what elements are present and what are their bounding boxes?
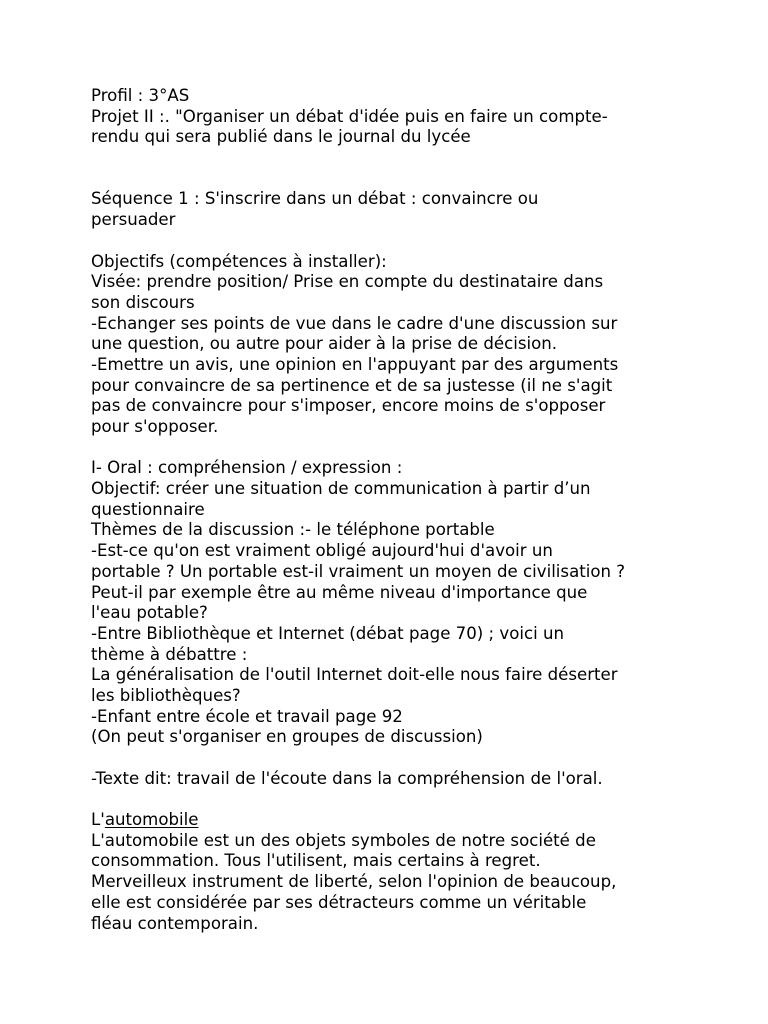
- objectives-line: une question, ou autre pour aider à la prise de décision.: [91, 334, 558, 354]
- sequence-title: Séquence 1 : S'inscrire dans un débat : convaincre ou: [91, 189, 539, 209]
- header-block: [91, 86, 755, 148]
- oral-line: Objectif: créer une situation de communication à partir d’un: [91, 479, 591, 499]
- objectives-line: pas de convaincre pour s'imposer, encore moins de s'opposer: [91, 396, 606, 416]
- objectives-line: Visée: prendre position/ Prise en compte du destinataire dans: [91, 272, 604, 292]
- objectives-heading: Objectifs (compétences à installer):: [91, 251, 387, 271]
- objectives-line: -Echanger ses points de vue dans le cadre d'une discussion sur: [91, 313, 618, 333]
- oral-heading: I- Oral : compréhension / expression :: [91, 458, 403, 478]
- oral-line: -Est-ce qu'on est vraiment obligé aujourd'hui d'avoir un: [91, 541, 553, 561]
- document-page: [91, 86, 755, 934]
- spacer: [91, 789, 755, 810]
- oral-line: les bibliothèques?: [91, 685, 241, 705]
- oral-line: (On peut s'organiser en groupes de discussion): [91, 727, 483, 747]
- automobile-block: [91, 810, 755, 934]
- objectives-line: pour s'opposer.: [91, 417, 219, 437]
- oral-line: -Entre Bibliothèque et Internet (débat page 70) ; voici un: [91, 623, 565, 643]
- spacer: [91, 148, 755, 189]
- automobile-title: [91, 810, 755, 831]
- spacer: [91, 231, 755, 252]
- projet-line-cont: rendu qui sera publié dans le journal du lycée: [91, 127, 471, 147]
- oral-line: thème à débattre :: [91, 644, 248, 664]
- automobile-line: elle est considérée par ses détracteurs comme un véritable: [91, 892, 587, 912]
- projet-line: Projet II :. "Organiser un débat d'idée puis en faire un compte-: [91, 106, 608, 126]
- automobile-line: consommation. Tous l'utilisent, mais certains à regret.: [91, 851, 541, 871]
- sequence-block: [91, 189, 755, 230]
- automobile-title-prefix: L': [91, 810, 105, 830]
- oral-line: Peut-il par exemple être au même niveau d'importance que: [91, 582, 588, 602]
- objectives-line: pour convaincre de sa pertinence et de sa justesse (il ne s'agit: [91, 375, 613, 395]
- oral-line: -Enfant entre école et travail page 92: [91, 706, 403, 726]
- oral-line: portable ? Un portable est-il vraiment un moyen de civilisation ?: [91, 561, 626, 581]
- objectives-line: son discours: [91, 292, 195, 312]
- objectives-block: [91, 252, 755, 438]
- automobile-title-underlined: automobile: [104, 810, 199, 830]
- automobile-line: fléau contemporain.: [91, 913, 259, 933]
- text-note-line: -Texte dit: travail de l'écoute dans la compréhension de l'oral.: [91, 768, 603, 788]
- oral-block: [91, 458, 755, 748]
- sequence-title-cont: persuader: [91, 210, 176, 230]
- automobile-line: Merveilleux instrument de liberté, selon l'opinion de beaucoup,: [91, 872, 617, 892]
- oral-line: l'eau potable?: [91, 603, 208, 623]
- spacer: [91, 438, 755, 459]
- oral-line: La généralisation de l'outil Internet doit-elle nous faire déserter: [91, 665, 618, 685]
- objectives-line: -Emettre un avis, une opinion en l'appuyant par des arguments: [91, 354, 619, 374]
- spacer: [91, 748, 755, 769]
- text-note-block: [91, 769, 755, 790]
- profil-line: Profil : 3°AS: [91, 86, 190, 105]
- automobile-line: L'automobile est un des objets symboles de notre société de: [91, 830, 596, 850]
- oral-line: Thèmes de la discussion :- le téléphone portable: [91, 520, 495, 540]
- oral-line: questionnaire: [91, 499, 205, 519]
